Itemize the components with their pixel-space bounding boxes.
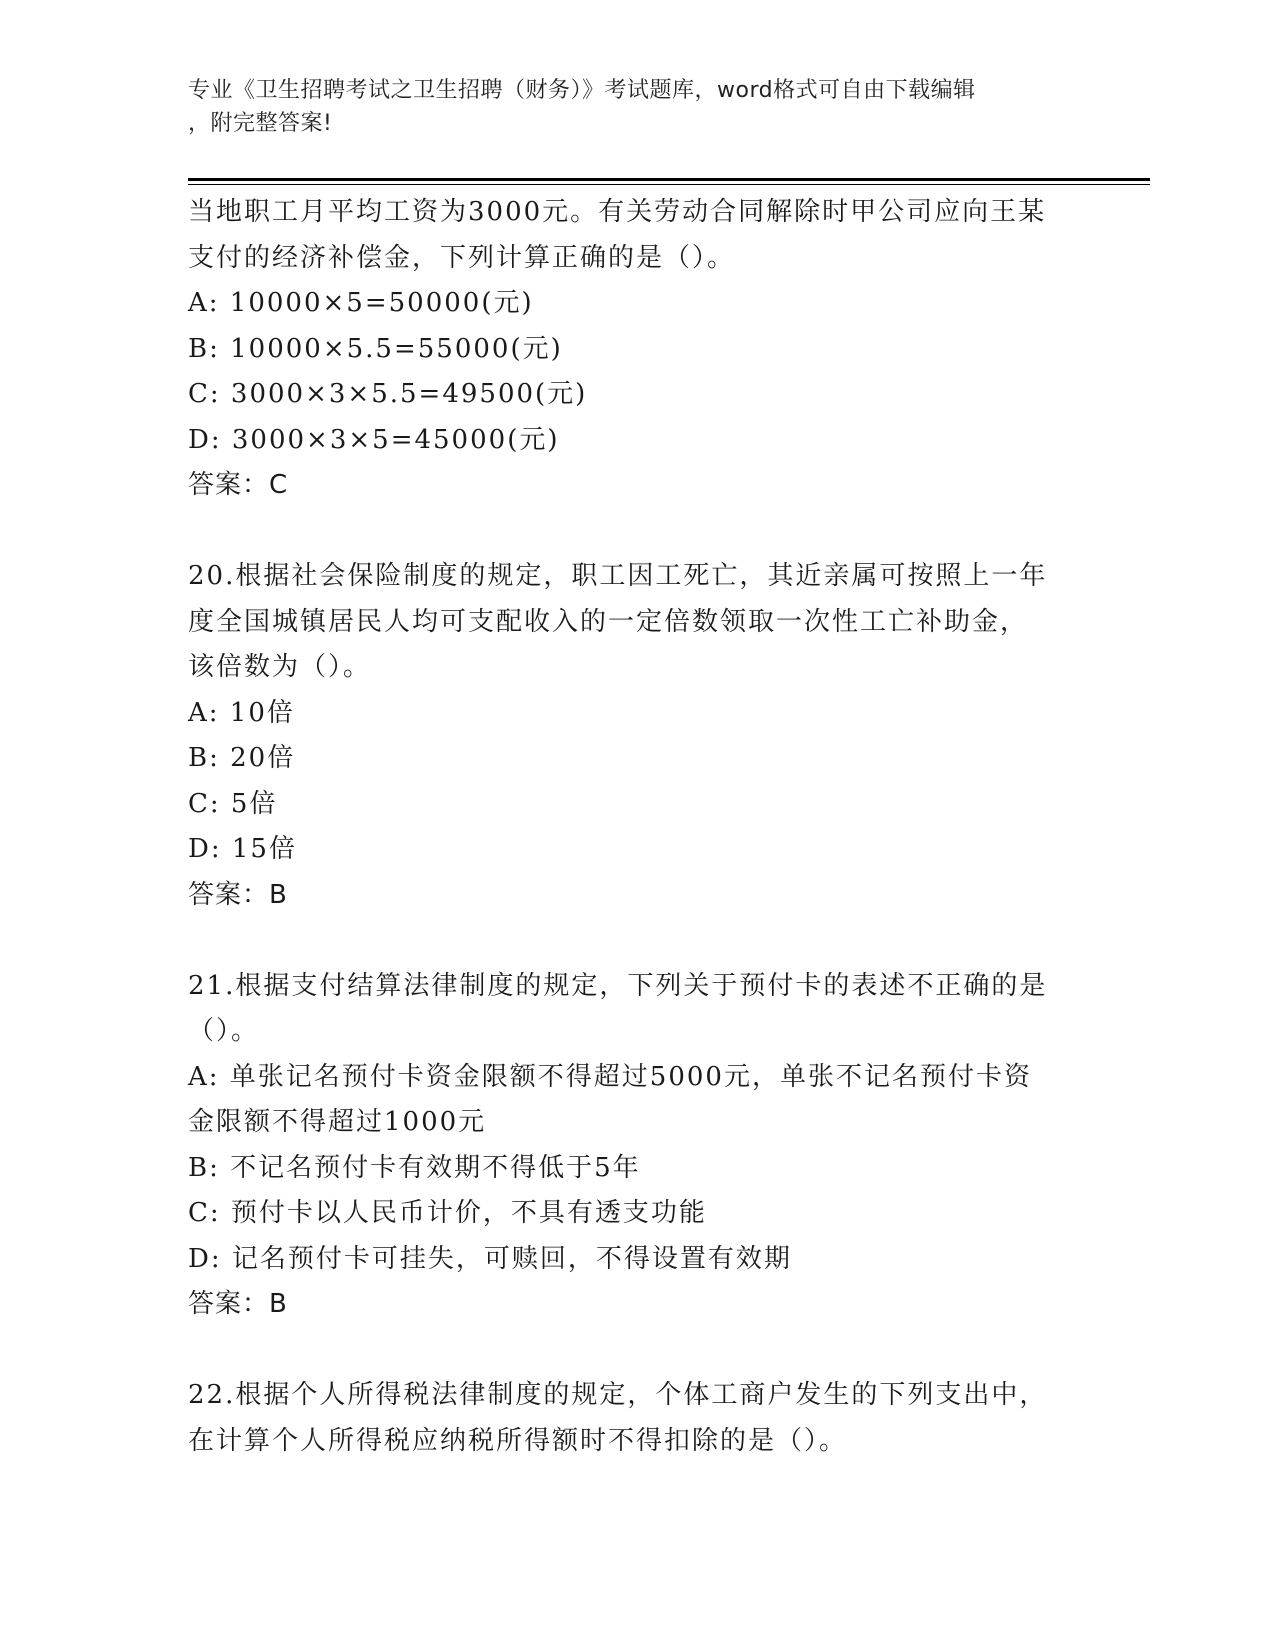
option-c: C: 预付卡以人民币计价，不具有透支功能 <box>188 1198 707 1228</box>
option-a: A: 10000×5=50000(元) <box>188 288 534 318</box>
answer-line: 答案：B <box>188 1289 288 1319</box>
answer-line: 答案：B <box>188 879 288 910</box>
question-spacer <box>188 1328 1088 1374</box>
question-spacer <box>188 509 1088 555</box>
question-stem-line: 度全国城镇居民人均可支配收入的一定倍数领取一次性工亡补助金， <box>188 606 1029 637</box>
question-spacer <box>188 918 1088 964</box>
question-22 <box>188 1373 1088 1464</box>
question-stem-line: （）。 <box>188 1016 260 1046</box>
question-stem-line: 支付的经济补偿金，下列计算正确的是（）。 <box>188 242 736 273</box>
option-b: B: 不记名预付卡有效期不得低于5年 <box>188 1152 641 1183</box>
question-stem-line: 在计算个人所得税应纳税所得额时不得扣除的是（）。 <box>188 1425 848 1456</box>
question-stem-line: 22.根据个人所得税法律制度的规定，个体工商户发生的下列支出中， <box>188 1380 1048 1410</box>
question-list <box>188 190 1088 1464</box>
option-d: D: 记名预付卡可挂失，可赎回，不得设置有效期 <box>188 1243 792 1274</box>
header-divider-thin <box>188 184 1150 185</box>
question-stem-line: 当地职工月平均工资为3000元。有关劳动合同解除时甲公司应向王某 <box>188 197 1047 227</box>
question-stem-line: 该倍数为（）。 <box>188 652 372 682</box>
question-19 <box>188 190 1088 509</box>
question-21 <box>188 964 1088 1328</box>
header-divider-thick <box>188 178 1150 181</box>
question-20 <box>188 554 1088 918</box>
option-a: A: 10倍 <box>188 697 295 728</box>
question-stem-line: 20.根据社会保险制度的规定，职工因工死亡，其近亲属可按照上一年 <box>188 561 1048 591</box>
option-a: A: 单张记名预付卡资金限额不得超过5000元，单张不记名预付卡资 <box>188 1061 1032 1092</box>
option-a-continued: 金限额不得超过1000元 <box>188 1107 487 1137</box>
option-c: C: 5倍 <box>188 788 278 819</box>
header-line-2: ，附完整答案! <box>188 111 333 136</box>
question-stem-line: 21.根据支付结算法律制度的规定，下列关于预付卡的表述不正确的是 <box>188 970 1048 1001</box>
answer-line: 答案：C <box>188 470 289 500</box>
option-d: D: 15倍 <box>188 834 297 864</box>
document-header <box>188 74 1068 140</box>
option-c: C: 3000×3×5.5=49500(元) <box>188 379 588 409</box>
header-line-1: 专业《卫生招聘考试之卫生招聘（财务）》考试题库，word格式可自由下载编辑 <box>188 78 976 103</box>
option-b: B: 20倍 <box>188 743 296 773</box>
option-b: B: 10000×5.5=55000(元) <box>188 333 563 364</box>
option-d: D: 3000×3×5=45000(元) <box>188 424 560 455</box>
